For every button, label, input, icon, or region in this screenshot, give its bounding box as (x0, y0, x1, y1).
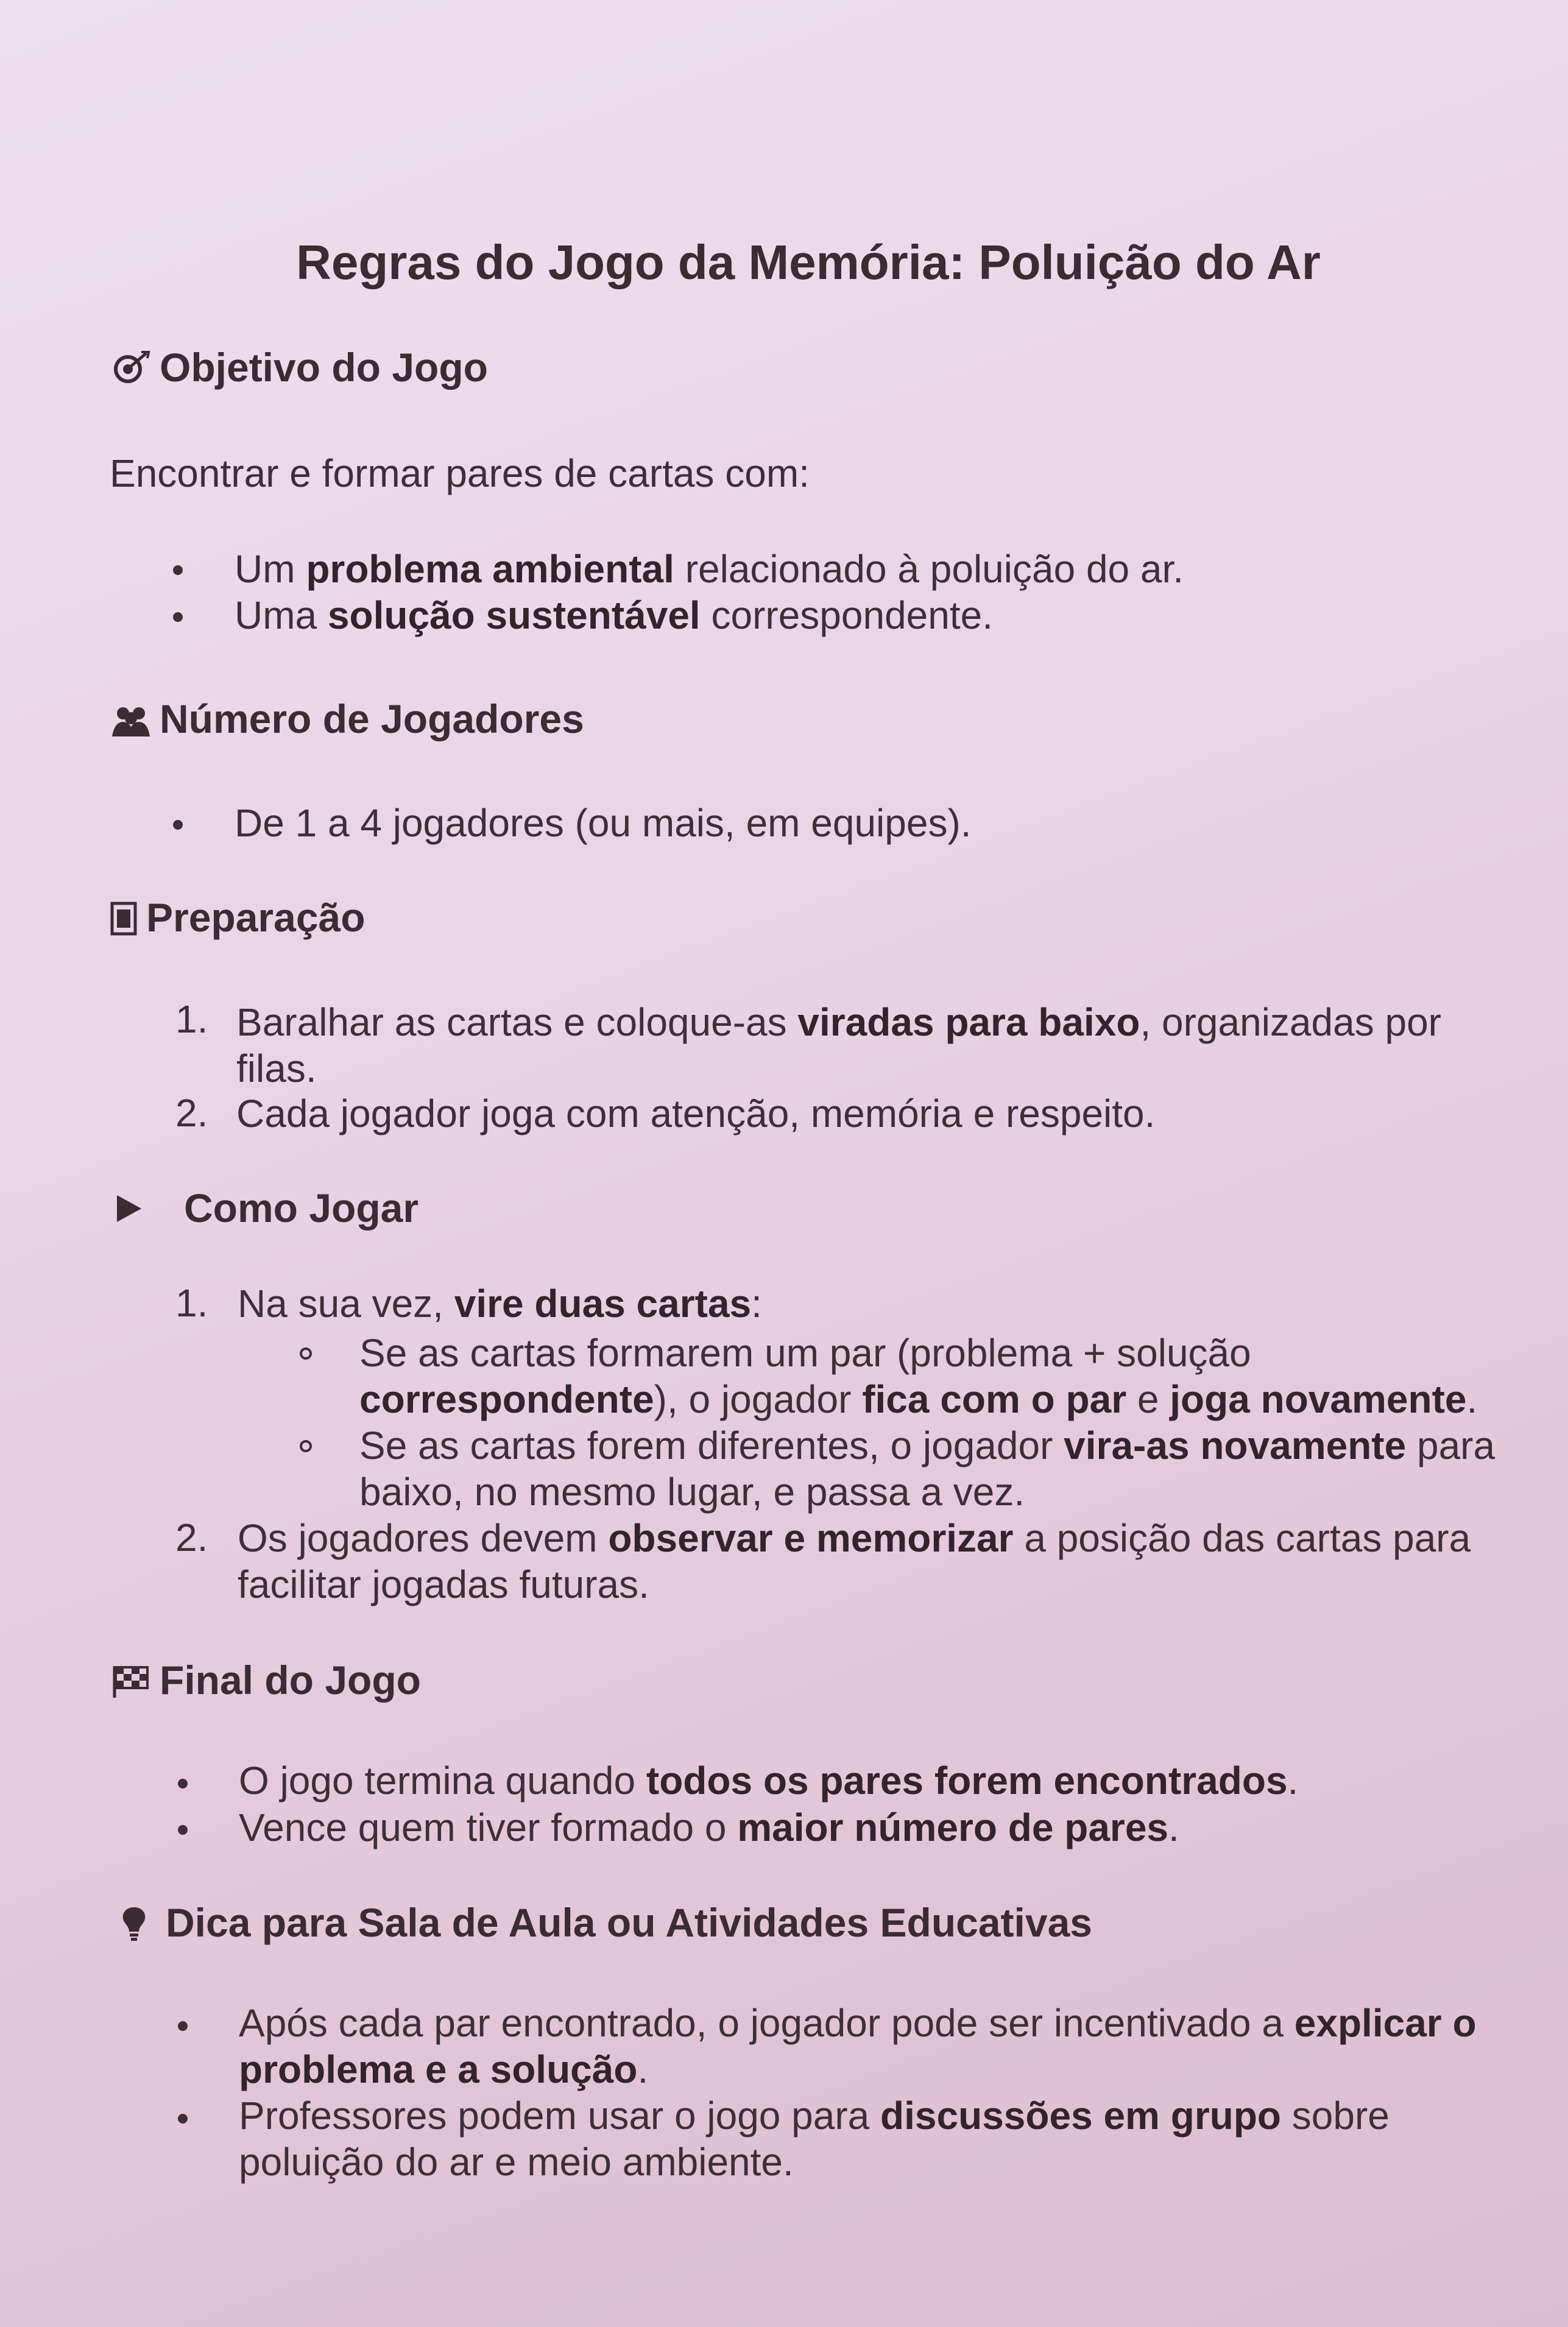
bullet (173, 565, 183, 575)
objective-intro: Encontrar e formar pares de cartas com: (110, 451, 810, 495)
heading-final: Final do Jogo (110, 1657, 421, 1703)
bullet (173, 820, 183, 830)
checkered-flag-icon (110, 1662, 152, 1698)
play-icon (110, 1190, 177, 1226)
sub-bullet (300, 1440, 312, 1452)
list-item: Na sua vez, vire duas cartas: (238, 1282, 762, 1326)
list-item: Uma solução sustentável correspondente. (235, 593, 993, 637)
target-icon (110, 349, 152, 386)
list-item: Um problema ambiental relacionado à poluição do ar. (235, 547, 1184, 591)
list-number: 1. (175, 1281, 208, 1325)
lightbulb-icon (110, 1904, 158, 1941)
sub-list-item: Se as cartas forem diferentes, o jogador vira-as novamente para baixo, no mesmo lugar, e passa a vez. (359, 1424, 1496, 1514)
list-item: O jogo termina quando todos os pares forem encontrados. (239, 1759, 1299, 1803)
document-title: Regras do Jogo da Memória: Poluição do Ar (296, 235, 1321, 289)
heading-dica: Dica para Sala de Aula ou Atividades Educativas (110, 1899, 1092, 1946)
bullet (178, 2114, 188, 2124)
bullet (173, 612, 183, 622)
sub-bullet (300, 1347, 312, 1360)
list-number: 2. (175, 1516, 208, 1559)
heading-objetivo: Objetivo do Jogo (110, 344, 488, 390)
card-icon (110, 899, 139, 936)
list-item: Baralhar as cartas e coloque-as viradas para baixo, organizadas por filas. (236, 1000, 1441, 1090)
bullet (178, 1825, 188, 1835)
heading-preparacao: Preparação (110, 894, 366, 941)
list-number: 1. (175, 997, 208, 1041)
list-item: Cada jogador joga com atenção, memória e respeito. (236, 1092, 1156, 1135)
list-item: De 1 a 4 jogadores (ou mais, em equipes). (235, 801, 972, 845)
list-item: Professores podem usar o jogo para discussões em grupo sobre poluição do ar e meio ambiente. (239, 2094, 1390, 2184)
list-item: Após cada par encontrado, o jogador pode ser incentivado a explicar o problema e a solução. (239, 2001, 1477, 2091)
list-item: Os jogadores devem observar e memorizar a posição das cartas para facilitar jogadas futuras. (238, 1516, 1471, 1606)
heading-jogadores: Número de Jogadores (110, 696, 584, 742)
bullet (178, 1779, 188, 1789)
bullet (178, 2021, 188, 2031)
list-number: 2. (175, 1091, 208, 1135)
heading-como-jogar: Como Jogar (110, 1185, 418, 1231)
list-item: Vence quem tiver formado o maior número de pares. (239, 1806, 1179, 1849)
people-icon (110, 701, 152, 737)
sub-list-item: Se as cartas formarem um par (problema + solução correspondente), o jogador fica com o par e joga novamente. (359, 1331, 1478, 1421)
